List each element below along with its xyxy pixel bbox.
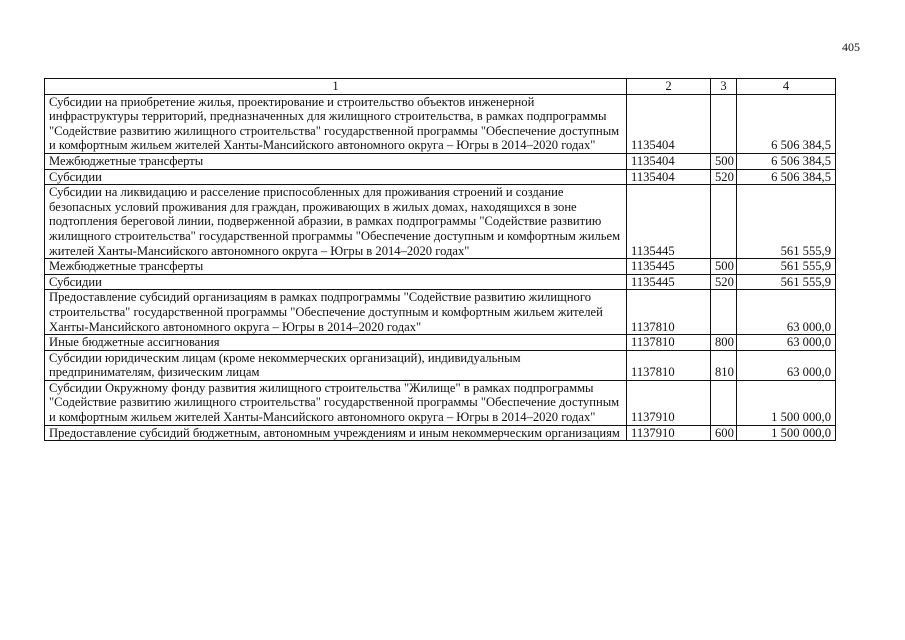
table-row bbox=[45, 290, 836, 335]
table-body bbox=[45, 94, 836, 441]
row-name: Субсидии на ликвидацию и расселение приспособленных для проживания строений и создание безопасных условий проживания для граждан, проживающих в жилых домах, находящихся в зоне подтопления береговой линии, подверженной абразии, в рамках подпрограммы "Содействие развитию жилищного строительства" государственной программы "Обеспечение доступным и комфортным жильем жителей Ханты-Мансийского автономного округа – Югры в 2014–2020 годах" bbox=[45, 185, 627, 259]
row-type: 500 bbox=[711, 153, 737, 169]
budget-table bbox=[44, 78, 836, 441]
row-amount: 6 506 384,5 bbox=[737, 94, 836, 153]
row-amount: 6 506 384,5 bbox=[737, 169, 836, 185]
row-code: 1135445 bbox=[627, 259, 711, 275]
row-amount: 6 506 384,5 bbox=[737, 153, 836, 169]
row-name: Межбюджетные трансферты bbox=[45, 259, 627, 275]
row-name: Субсидии Окружному фонду развития жилищного строительства "Жилище" в рамках подпрограммы "Содействие развитию жилищного строительства" государственной программы "Обеспечение доступным и комфортным жильем жителей Ханты-Мансийского автономного округа – Югры в 2014–2020 годах" bbox=[45, 380, 627, 425]
row-code: 1135445 bbox=[627, 185, 711, 259]
table-row bbox=[45, 94, 836, 153]
row-amount: 63 000,0 bbox=[737, 335, 836, 351]
row-amount: 561 555,9 bbox=[737, 185, 836, 259]
header-code: 2 bbox=[627, 79, 711, 95]
row-type bbox=[711, 94, 737, 153]
header-amount: 4 bbox=[737, 79, 836, 95]
row-type bbox=[711, 290, 737, 335]
table-row bbox=[45, 380, 836, 425]
row-amount: 561 555,9 bbox=[737, 274, 836, 290]
row-type: 810 bbox=[711, 350, 737, 380]
row-amount: 1 500 000,0 bbox=[737, 425, 836, 441]
row-type bbox=[711, 185, 737, 259]
header-name: 1 bbox=[45, 79, 627, 95]
row-name: Межбюджетные трансферты bbox=[45, 153, 627, 169]
row-name: Предоставление субсидий организациям в рамках подпрограммы "Содействие развитию жилищного строительства" государственной программы "Обеспечение доступным и комфортным жильем жителей Ханты-Мансийского автономного округа – Югры в 2014–2020 годах" bbox=[45, 290, 627, 335]
row-name: Предоставление субсидий бюджетным, автономным учреждениям и иным некоммерческим организациям bbox=[45, 425, 627, 441]
row-type: 520 bbox=[711, 169, 737, 185]
table-row bbox=[45, 153, 836, 169]
row-type bbox=[711, 380, 737, 425]
row-name: Субсидии bbox=[45, 169, 627, 185]
table-row bbox=[45, 425, 836, 441]
row-code: 1135404 bbox=[627, 169, 711, 185]
row-type: 520 bbox=[711, 274, 737, 290]
table-row bbox=[45, 259, 836, 275]
table-row bbox=[45, 169, 836, 185]
row-code: 1135404 bbox=[627, 153, 711, 169]
page-number: 405 bbox=[842, 40, 860, 54]
row-code: 1137810 bbox=[627, 350, 711, 380]
row-code: 1137810 bbox=[627, 290, 711, 335]
row-amount: 561 555,9 bbox=[737, 259, 836, 275]
table-header bbox=[45, 79, 836, 95]
row-name: Иные бюджетные ассигнования bbox=[45, 335, 627, 351]
row-amount: 63 000,0 bbox=[737, 350, 836, 380]
row-amount: 63 000,0 bbox=[737, 290, 836, 335]
row-code: 1137910 bbox=[627, 425, 711, 441]
row-name: Субсидии на приобретение жилья, проектирование и строительство объектов инженерной инфраструктуры территорий, предназначенных для жилищного строительства, в рамках подпрограммы "Содействие развитию жилищного строительства" государственной программы "Обеспечение доступным и комфортным жильем жителей Ханты-Мансийского автономного округа – Югры в 2014–2020 годах" bbox=[45, 94, 627, 153]
row-amount: 1 500 000,0 bbox=[737, 380, 836, 425]
row-code: 1137810 bbox=[627, 335, 711, 351]
row-type: 500 bbox=[711, 259, 737, 275]
row-code: 1135445 bbox=[627, 274, 711, 290]
row-code: 1135404 bbox=[627, 94, 711, 153]
row-type: 600 bbox=[711, 425, 737, 441]
table-row bbox=[45, 274, 836, 290]
header-row bbox=[45, 79, 836, 95]
table-row bbox=[45, 350, 836, 380]
row-code: 1137910 bbox=[627, 380, 711, 425]
table-row bbox=[45, 185, 836, 259]
table-row bbox=[45, 335, 836, 351]
row-name: Субсидии bbox=[45, 274, 627, 290]
row-name: Субсидии юридическим лицам (кроме некоммерческих организаций), индивидуальным предпринимателям, физическим лицам bbox=[45, 350, 627, 380]
row-type: 800 bbox=[711, 335, 737, 351]
header-type: 3 bbox=[711, 79, 737, 95]
